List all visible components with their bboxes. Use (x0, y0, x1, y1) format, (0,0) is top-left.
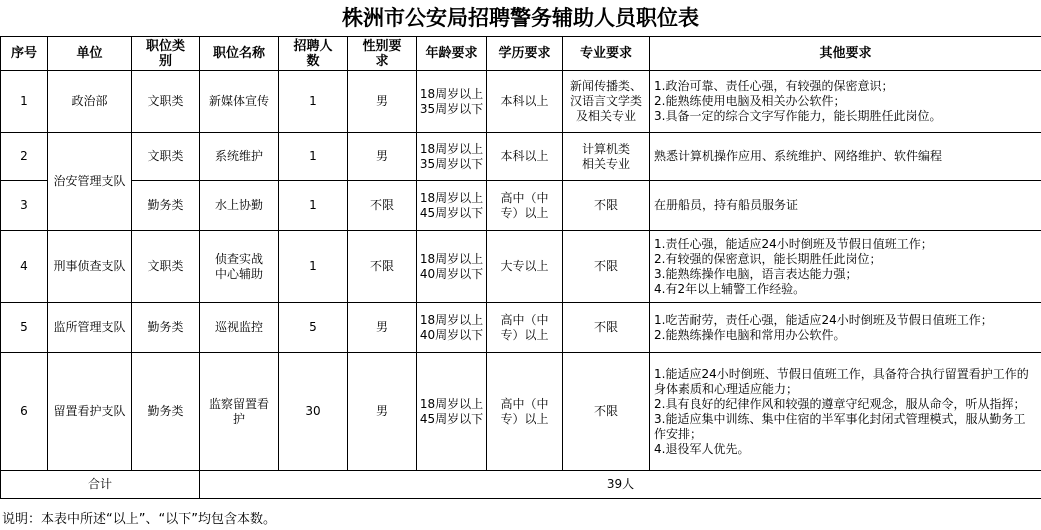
cell-major: 不限 (563, 353, 650, 471)
header-age: 年龄要求 (417, 37, 487, 71)
cell-seq: 5 (1, 303, 48, 353)
cell-position: 系统维护 (200, 133, 279, 181)
cell-education: 高中（中 专）以上 (487, 303, 563, 353)
cell-seq: 1 (1, 71, 48, 133)
cell-seq: 2 (1, 133, 48, 181)
cell-major: 计算机类 相关专业 (563, 133, 650, 181)
cell-category: 文职类 (132, 231, 200, 303)
cell-category: 文职类 (132, 133, 200, 181)
cell-count: 1 (279, 133, 348, 181)
table-row (1, 303, 1041, 353)
cell-major: 不限 (563, 303, 650, 353)
cell-count: 1 (279, 181, 348, 231)
cell-unit: 刑事侦查支队 (48, 231, 132, 303)
cell-major: 不限 (563, 181, 650, 231)
table-row (1, 181, 1041, 231)
cell-category: 勤务类 (132, 303, 200, 353)
table-row (1, 133, 1041, 181)
cell-count: 5 (279, 303, 348, 353)
cell-position: 侦查实战 中心辅助 (200, 231, 279, 303)
cell-count: 30 (279, 353, 348, 471)
cell-category: 勤务类 (132, 181, 200, 231)
cell-gender: 男 (348, 303, 417, 353)
header-education: 学历要求 (487, 37, 563, 71)
cell-seq: 6 (1, 353, 48, 471)
cell-education: 本科以上 (487, 71, 563, 133)
cell-count: 1 (279, 71, 348, 133)
cell-major: 不限 (563, 231, 650, 303)
table-row (1, 71, 1041, 133)
header-major: 专业要求 (563, 37, 650, 71)
cell-seq: 3 (1, 181, 48, 231)
cell-education: 本科以上 (487, 133, 563, 181)
cell-age: 18周岁以上 35周岁以下 (417, 133, 487, 181)
total-label: 合计 (1, 471, 200, 499)
cell-education: 大专以上 (487, 231, 563, 303)
cell-major: 新闻传播类、 汉语言文学类 及相关专业 (563, 71, 650, 133)
positions-table (0, 36, 1041, 499)
cell-count: 1 (279, 231, 348, 303)
cell-category: 勤务类 (132, 353, 200, 471)
cell-unit: 政治部 (48, 71, 132, 133)
cell-seq: 4 (1, 231, 48, 303)
cell-education: 高中（中 专）以上 (487, 353, 563, 471)
cell-position: 新媒体宣传 (200, 71, 279, 133)
table-row (1, 353, 1041, 471)
cell-gender: 男 (348, 133, 417, 181)
footnote: 说明：本表中所述“以上”、“以下”均包含本数。 (2, 512, 276, 527)
cell-other: 1.责任心强，能适应24小时倒班及节假日值班工作； 2.有较强的保密意识，能长期胜任此岗位； 3.能熟练操作电脑，语言表达能力强； 4.有2年以上辅警工作经验。 (650, 231, 1041, 303)
header-category: 职位类 别 (132, 37, 200, 71)
header-seq: 序号 (1, 37, 48, 71)
header-row (1, 37, 1041, 71)
cell-other: 1.政治可靠、责任心强，有较强的保密意识； 2.能熟练使用电脑及相关办公软件； 3.具备一定的综合文字写作能力，能长期胜任此岗位。 (650, 71, 1041, 133)
cell-gender: 不限 (348, 231, 417, 303)
cell-position: 监察留置看 护 (200, 353, 279, 471)
cell-age: 18周岁以上 45周岁以下 (417, 181, 487, 231)
cell-position: 巡视监控 (200, 303, 279, 353)
cell-age: 18周岁以上 40周岁以下 (417, 231, 487, 303)
cell-gender: 不限 (348, 181, 417, 231)
cell-age: 18周岁以上 40周岁以下 (417, 303, 487, 353)
total-value: 39人 (200, 471, 1041, 499)
cell-other: 1.吃苦耐劳，责任心强，能适应24小时倒班及节假日值班工作； 2.能熟练操作电脑和常用办公软件。 (650, 303, 1041, 353)
header-other: 其他要求 (650, 37, 1041, 71)
table-row (1, 231, 1041, 303)
page-title: 株洲市公安局招聘警务辅助人员职位表 (342, 6, 699, 30)
cell-category: 文职类 (132, 71, 200, 133)
cell-education: 高中（中 专）以上 (487, 181, 563, 231)
cell-unit: 治安管理支队 (48, 133, 132, 231)
cell-gender: 男 (348, 71, 417, 133)
header-position: 职位名称 (200, 37, 279, 71)
cell-other: 1.能适应24小时倒班、节假日值班工作，具备符合执行留置看护工作的身体素质和心理适应能力； 2.具有良好的纪律作风和较强的遵章守纪观念，服从命令，听从指挥； 3.能适应集中训练、集中住宿的半军事化封闭式管理模式，服从勤务工作安排； 4.退役军人优先。 (650, 353, 1041, 471)
cell-unit: 留置看护支队 (48, 353, 132, 471)
cell-other: 熟悉计算机操作应用、系统维护、网络维护、软件编程 (650, 133, 1041, 181)
cell-age: 18周岁以上 45周岁以下 (417, 353, 487, 471)
cell-other: 在册船员，持有船员服务证 (650, 181, 1041, 231)
cell-position: 水上协勤 (200, 181, 279, 231)
header-gender: 性别要 求 (348, 37, 417, 71)
header-count: 招聘人 数 (279, 37, 348, 71)
cell-unit: 监所管理支队 (48, 303, 132, 353)
header-unit: 单位 (48, 37, 132, 71)
cell-gender: 男 (348, 353, 417, 471)
cell-age: 18周岁以上 35周岁以下 (417, 71, 487, 133)
total-row (1, 471, 1041, 499)
